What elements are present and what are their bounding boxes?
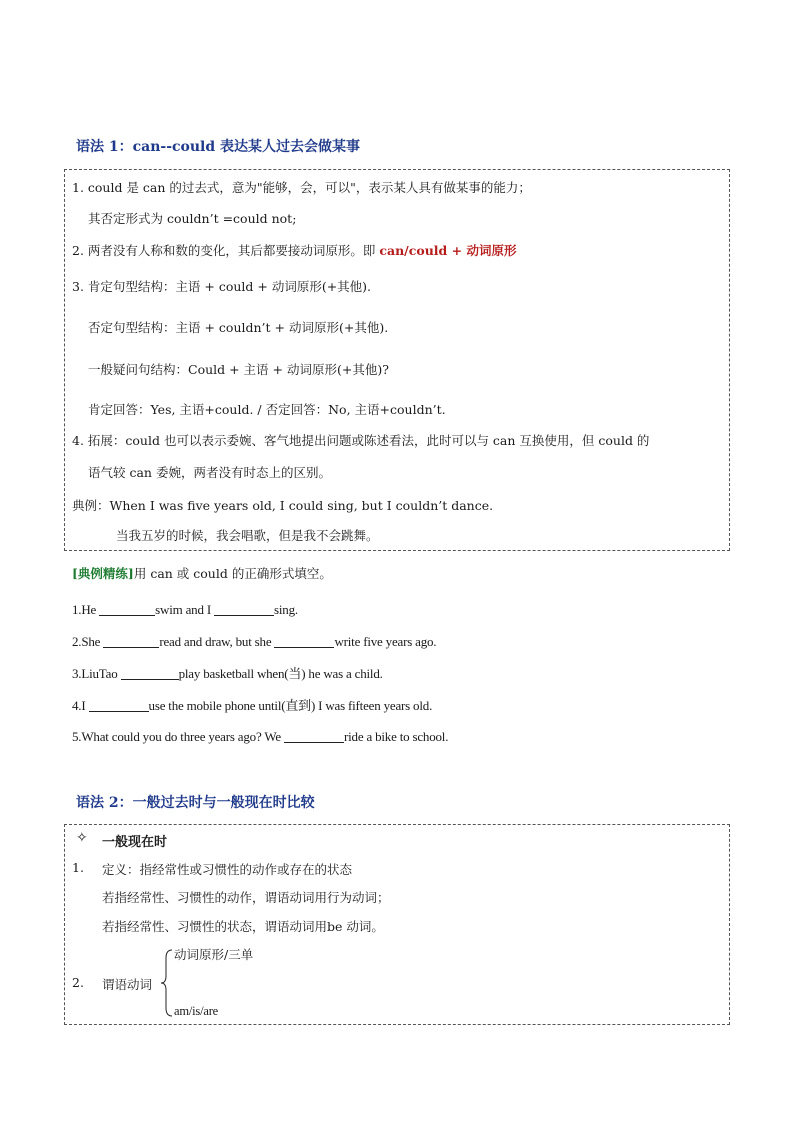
item4-line1: 4. 拓展：could 也可以表示委婉、客气地提出问题或陈述看法，此时可以与 can 互换使用，但 could 的 [72, 433, 650, 448]
answer-blank[interactable] [99, 603, 155, 616]
answer-blank[interactable] [121, 667, 179, 680]
question-1 [72, 602, 298, 618]
item2-text: 2. 两者没有人称和数的变化，其后都要接动词原形。即 [72, 243, 380, 258]
answer-blank[interactable] [214, 603, 274, 616]
answer-blank[interactable] [284, 730, 344, 743]
definition-line3: 若指经常性、习惯性的状态，谓语动词用be 动词。 [102, 919, 384, 934]
question-text: use the mobile phone until(直到) I was fifteen years old. [148, 698, 433, 713]
practice-instruction: 用 can 或 could 的正确形式填空。 [133, 566, 332, 581]
question-text: read and draw, but she [159, 634, 275, 649]
predicate-option-top: 动词原形/三单 [174, 947, 254, 962]
diamond-bullet-icon: ✧ [76, 830, 88, 846]
item3-negative: 否定句型结构：主语 + couldn’t + 动词原形(+其他). [88, 320, 389, 335]
answer-blank[interactable] [103, 635, 159, 648]
predicate-label: 谓语动词 [102, 977, 153, 992]
section2-title: 语法 2：一般过去时与一般现在时比较 [76, 795, 315, 811]
predicate-option-bottom: am/is/are [174, 1004, 219, 1018]
question-text: ride a bike to school. [344, 729, 449, 744]
question-text: 1.He [72, 602, 100, 617]
item1-line1: 1. could 是 can 的过去式，意为"能够，会，可以"，表示某人具有做某事的能力； [72, 180, 531, 195]
question-text: swim and I [155, 602, 214, 617]
section1-title: 语法 1：can--could 表达某人过去会做某事 [76, 139, 361, 155]
question-text: 2.She [72, 634, 104, 649]
item4-line2: 语气较 can 委婉，两者没有时态上的区别。 [88, 465, 331, 480]
item2-highlight: can/could + 动词原形 [379, 243, 517, 258]
question-text: 3.LiuTao [72, 666, 121, 681]
definition-text: 定义：指经常性或习惯性的动作或存在的状态 [102, 862, 353, 877]
predicate-number: 2. [72, 975, 84, 990]
answer-blank[interactable] [89, 699, 149, 712]
item3-question: 一般疑问句结构：Could + 主语 + 动词原形(+其他)? [88, 362, 389, 377]
practice-tag: [典例精练] [72, 566, 134, 581]
item1-line2: 其否定形式为 couldn’t =could not; [88, 211, 297, 226]
definition-number: 1. [72, 860, 84, 875]
question-text: 4.I [72, 698, 89, 713]
item3-affirmative: 3. 肯定句型结构：主语 + could + 动词原形(+其他). [72, 279, 372, 294]
example-english: 典例：When I was five years old, I could sing, but I couldn’t dance. [72, 498, 494, 513]
question-text: play basketball when(当) he was a child. [178, 666, 383, 681]
practice-instruction-line [72, 564, 332, 582]
question-3 [72, 663, 383, 682]
example-chinese: 当我五岁的时候，我会唱歌，但是我不会跳舞。 [116, 528, 379, 543]
item2-line [72, 241, 516, 259]
question-text: write five years ago. [334, 634, 437, 649]
question-4 [72, 695, 432, 714]
question-text: 5.What could you do three years ago? We [72, 729, 284, 744]
section2-subtitle: 一般现在时 [102, 835, 168, 850]
question-text: sing. [274, 602, 298, 617]
left-brace-icon [160, 948, 174, 1018]
answer-blank[interactable] [274, 635, 334, 648]
item3-answer: 肯定回答：Yes, 主语+could. / 否定回答：No, 主语+couldn’t. [88, 402, 446, 417]
definition-line2: 若指经常性、习惯性的动作，谓语动词用行为动词； [102, 890, 390, 905]
question-5 [72, 729, 448, 745]
question-2 [72, 634, 436, 650]
